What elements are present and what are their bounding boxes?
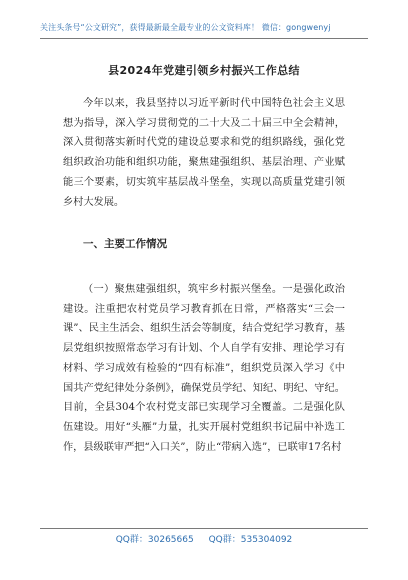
document-title: 县2024年党建引领乡村振兴工作总结 bbox=[108, 64, 300, 77]
footer-divider bbox=[40, 528, 368, 529]
intro-paragraph: 今年以来，我县坚持以习近平新时代中国特色社会主义思想为指导，深入学习贯彻党的二十大及二十届三中全会精神，深入贯彻落实新时代党的建设总要求和党的组织路线，强化党组织政治功能和组织功能，聚焦建强组织、基层治理、产业赋能三个要素，切实筑牢基层战斗堡垒，实现以高质量党建引领乡村大发展。 bbox=[63, 98, 345, 208]
header-divider bbox=[40, 38, 368, 39]
footer-qq-group-2: QQ群：535304092 bbox=[208, 535, 293, 545]
header-notice: 关注头条号“公文研究”，获得最新最全最专业的公文资料库！ 微信：gongwenyj bbox=[40, 23, 331, 32]
footer-qq-group-1: QQ群：30265665 bbox=[115, 535, 194, 545]
footer bbox=[0, 532, 408, 545]
section-heading: 一、主要工作情况 bbox=[83, 238, 167, 250]
section-paragraph: （一）聚焦建强组织，筑牢乡村振兴堡垒。一是强化政治建设。注重把农村党员学习教育抓在日常，严格落实“三会一课”、民主生活会、组织生活会等制度，结合党纪学习教育，基层党组织按照常态学习有计划、个人自学有安排、理论学习有材料、学习成效有检验的“四有标准”，组织党员深入学习《中国共产党纪律处分条例》，确保党员学纪、知纪、明纪、守纪。目前，全县304个农村党支部已实现学习全覆盖。二是强化队伍建设。用好“头雁”力量，扎实开展村党组织书记届中补选工作，县级联审严把“入口关”，防止“带病入选”，已联审17名村 bbox=[63, 284, 345, 453]
